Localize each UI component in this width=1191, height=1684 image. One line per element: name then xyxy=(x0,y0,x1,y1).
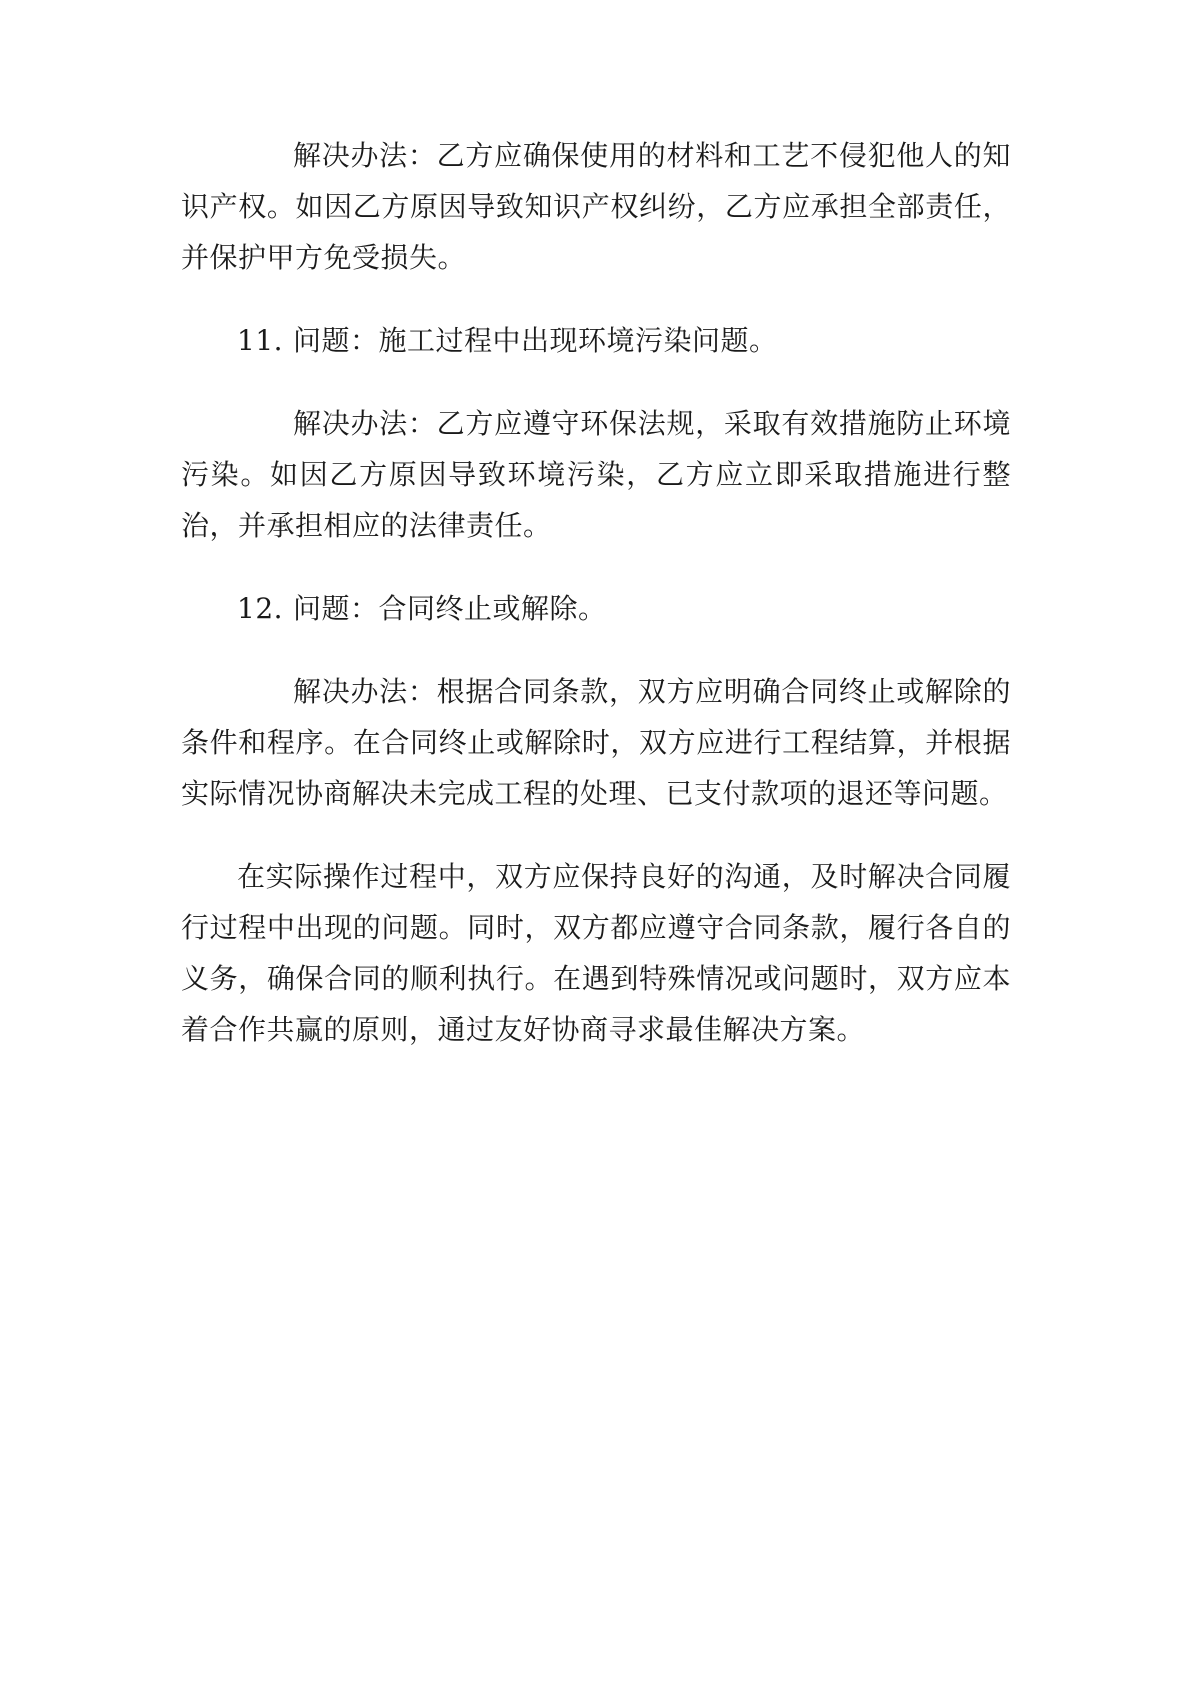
list-item-number: 12. xyxy=(237,592,284,625)
document-body xyxy=(181,130,1011,1087)
list-item-text: 问题：施工过程中出现环境污染问题。 xyxy=(293,324,778,357)
paragraph-pollution-solution: 解决办法：乙方应遵守环保法规，采取有效措施防止环境污染。如因乙方原因导致环境污染，乙方应立即采取措施进行整治，并承担相应的法律责任。 xyxy=(181,407,1011,542)
list-item-number: 11. xyxy=(237,324,284,357)
paragraph-conclusion: 在实际操作过程中，双方应保持良好的沟通，及时解决合同履行过程中出现的问题。同时，双方都应遵守合同条款，履行各自的义务，确保合同的顺利执行。在遇到特殊情况或问题时，双方应本着合作共赢的原则，通过友好协商寻求最佳解决方案。 xyxy=(181,860,1011,1046)
list-item-12 xyxy=(181,583,1011,634)
list-item-11 xyxy=(181,315,1011,366)
list-item-text: 问题：合同终止或解除。 xyxy=(293,592,607,625)
paragraph-termination-solution: 解决办法：根据合同条款，双方应明确合同终止或解除的条件和程序。在合同终止或解除时，双方应进行工程结算，并根据实际情况协商解决未完成工程的处理、已支付款项的退还等问题。 xyxy=(181,675,1011,810)
paragraph-ip-solution: 解决办法：乙方应确保使用的材料和工艺不侵犯他人的知识产权。如因乙方原因导致知识产权纠纷，乙方应承担全部责任，并保护甲方免受损失。 xyxy=(181,139,1011,274)
